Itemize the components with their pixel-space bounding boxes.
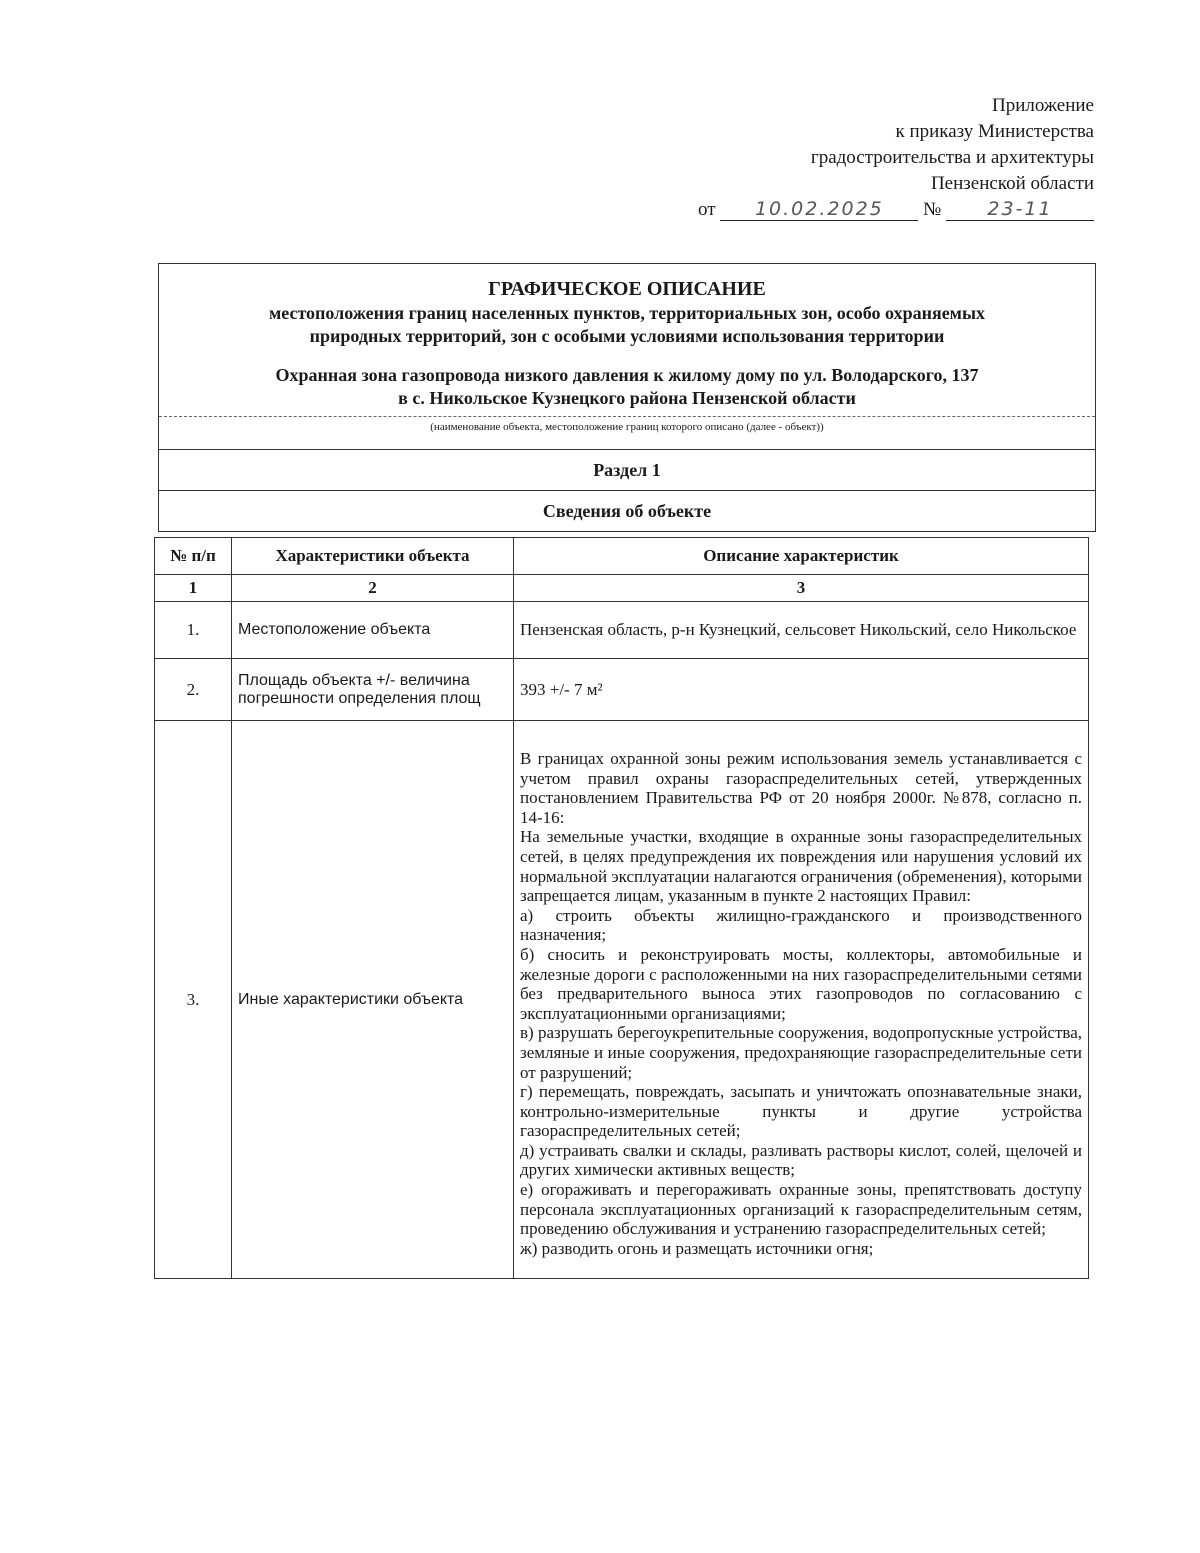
restriction-paragraph: В границах охранной зоны режим использования земель устанавливается с учетом правил охраны газораспределительных сетей, утвержденных постановлением Правительства РФ от 20 ноября 2000г. №878, согласно п. 14-16:	[520, 749, 1082, 827]
appendix-line-4: Пензенской области	[930, 173, 1094, 194]
table-row	[155, 721, 1089, 1279]
restriction-paragraph: ж) разводить огонь и размещать источники огня;	[520, 1238, 874, 1258]
appendix-line-2: к приказу Министерства	[895, 121, 1094, 142]
restriction-paragraph: в) разрушать берегоукрепительные сооружения, водопропускные устройства, земляные и иные сооружения, предохраняющие газораспределительные сети от разрушений;	[520, 1023, 1082, 1082]
table-row	[155, 659, 1089, 721]
row-num: 3.	[155, 721, 232, 1279]
row-num: 1.	[155, 602, 232, 659]
table-row	[155, 602, 1089, 659]
row-characteristic: Местоположение объекта	[232, 602, 514, 659]
column-index-row	[155, 575, 1089, 602]
row-characteristic-line-1: Площадь объекта +/- величина	[238, 671, 470, 689]
number-label: №	[923, 199, 942, 220]
header-num: № п/п	[155, 538, 232, 575]
object-caption: (наименование объекта, местоположение границ которого описано (далее - объект))	[159, 417, 1095, 450]
subtitle-line-2: природных территорий, зон с особыми условиями использования территории	[309, 326, 945, 346]
from-label: от	[698, 199, 716, 220]
object-info-table	[154, 537, 1089, 1279]
row-characteristic-line-2: погрешности определения площ	[238, 689, 481, 707]
row-characteristic: Иные характеристики объекта	[232, 721, 514, 1279]
subtitle-line-1: местоположения границ населенных пунктов, территориальных зон, особо охраняемых	[268, 303, 985, 323]
restriction-paragraph: е) огораживать и перегораживать охранные зоны, препятствовать доступу персонала эксплуатационных организаций к газораспределительным сетям, проведению обслуживания и устранению газораспределительных сетей;	[520, 1180, 1082, 1239]
column-index: 1	[155, 575, 232, 602]
row-num: 2.	[155, 659, 232, 721]
restriction-paragraph: г) перемещать, повреждать, засыпать и уничтожать опознавательные знаки, контрольно-измерительные пункты и другие устройства газораспределительных сетей;	[520, 1082, 1082, 1141]
title-frame	[158, 263, 1096, 532]
appendix-line-1: Приложение	[992, 95, 1094, 116]
section-label: Раздел 1	[159, 450, 1095, 491]
order-date: 10.02.2025	[720, 198, 918, 221]
order-number: 23-11	[946, 198, 1094, 221]
table-header-row	[155, 538, 1089, 575]
column-index: 3	[514, 575, 1089, 602]
header-characteristic: Характеристики объекта	[232, 538, 514, 575]
restriction-paragraph: На земельные участки, входящие в охранные зоны газораспределительных сетей, в целях предупреждения их повреждения или нарушения условий их нормальной эксплуатации налагаются ограничения (обременения), которыми запрещается лицам, указанным в пункте 2 настоящих Правил:	[520, 827, 1082, 906]
object-name-line-2: в с. Никольское Кузнецкого района Пензенской области	[398, 388, 856, 408]
row-description: Пензенская область, р-н Кузнецкий, сельсовет Никольский, село Никольское	[514, 602, 1089, 659]
restriction-paragraph: б) сносить и реконструировать мосты, коллекторы, автомобильные и железные дороги с расположенными на них газораспределительными сетями без предварительного выноса этих газопроводов по согласованию с эксплуатационными организациями;	[520, 944, 1082, 1023]
document-heading: ГРАФИЧЕСКОЕ ОПИСАНИЕ	[488, 278, 766, 300]
section-heading: Сведения об объекте	[159, 491, 1095, 532]
header-description: Описание характеристик	[514, 538, 1089, 575]
row-description: 393 +/- 7 м²	[514, 659, 1089, 721]
title-block	[159, 264, 1095, 410]
appendix-line-3: градостроительства и архитектуры	[810, 147, 1094, 168]
order-date-line	[698, 197, 1094, 223]
restriction-paragraph: д) устраивать свалки и склады, разливать растворы кислот, солей, щелочей и других химически активных веществ;	[520, 1140, 1082, 1180]
restriction-paragraph: а) строить объекты жилищно-гражданского и производственного назначения;	[520, 905, 1082, 945]
object-name-line-1: Охранная зона газопровода низкого давления к жилому дому по ул. Володарского, 137	[275, 365, 979, 385]
row-characteristic	[232, 659, 514, 721]
row-description	[514, 721, 1089, 1279]
column-index: 2	[232, 575, 514, 602]
appendix-block	[698, 93, 1094, 223]
